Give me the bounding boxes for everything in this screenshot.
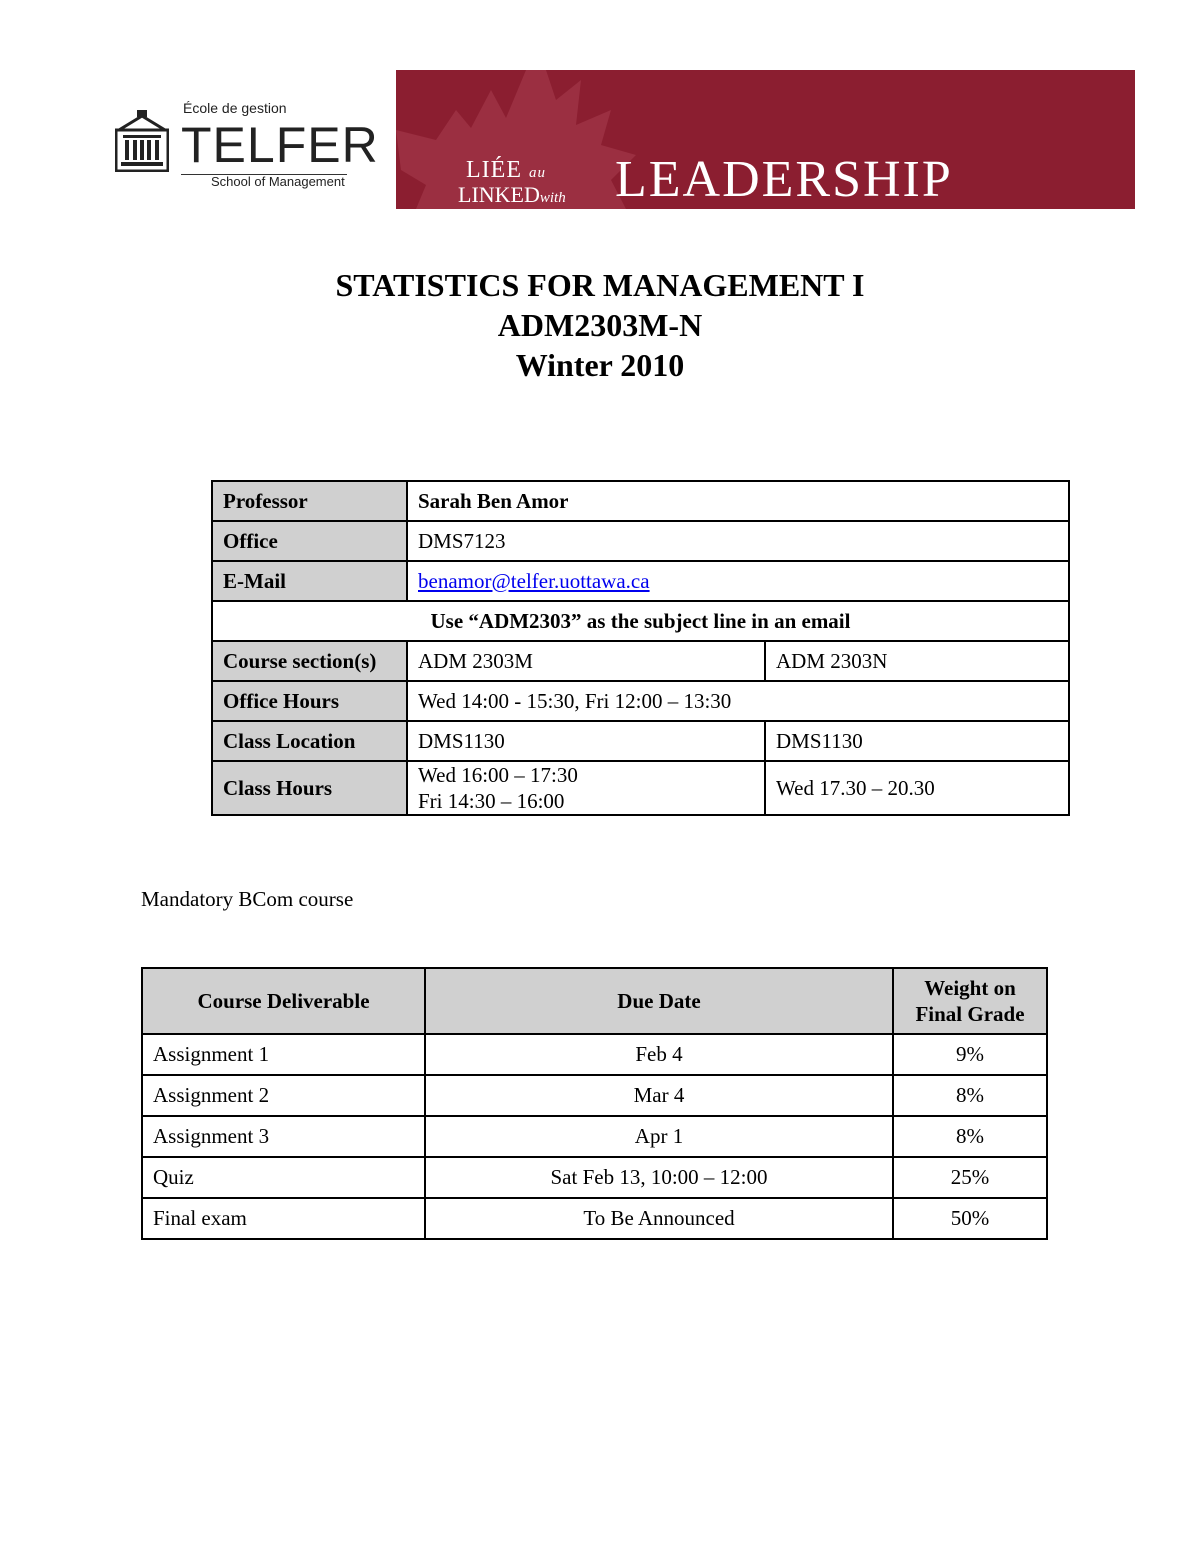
logo-school-text: School of Management: [211, 174, 345, 189]
course-info-table: [211, 480, 1070, 816]
header-due-date: Due Date: [425, 968, 893, 1034]
office-row: [212, 521, 1069, 561]
course-code: ADM2303M-N: [497, 307, 703, 343]
deliverables-table: [141, 967, 1048, 1240]
email-label: E-Mail: [212, 561, 407, 601]
leadership-banner: [396, 70, 1135, 209]
due-date-cell: Sat Feb 13, 10:00 – 12:00: [425, 1157, 893, 1198]
banner-linked: LINKEDwith: [458, 182, 566, 207]
logo-name: TELFER: [181, 117, 379, 173]
professor-row: [212, 481, 1069, 521]
weight-cell: 9%: [893, 1034, 1047, 1075]
location-n: DMS1130: [765, 721, 1069, 761]
deliverable-cell: Assignment 2: [142, 1075, 425, 1116]
sections-label: Course section(s): [212, 641, 407, 681]
weight-cell: 25%: [893, 1157, 1047, 1198]
location-row: [212, 721, 1069, 761]
professor-value: Sarah Ben Amor: [407, 481, 1069, 521]
table-row: [142, 1157, 1047, 1198]
sections-row: [212, 641, 1069, 681]
office-hours-label: Office Hours: [212, 681, 407, 721]
section-n: ADM 2303N: [765, 641, 1069, 681]
class-hours-m: [407, 761, 765, 815]
due-date-cell: Apr 1: [425, 1116, 893, 1157]
deliverable-cell: Quiz: [142, 1157, 425, 1198]
table-row: [142, 1034, 1047, 1075]
mandatory-note: Mandatory BCom course: [141, 887, 354, 911]
header-deliverable: Course Deliverable: [142, 968, 425, 1034]
table-row: [142, 1198, 1047, 1239]
telfer-logo: [115, 98, 379, 198]
office-hours-value: Wed 14:00 - 15:30, Fri 12:00 – 13:30: [407, 681, 1069, 721]
deliverable-cell: Final exam: [142, 1198, 425, 1239]
class-hours-row: [212, 761, 1069, 815]
class-hours-n: Wed 17.30 – 20.30: [765, 761, 1069, 815]
office-label: Office: [212, 521, 407, 561]
header-weight-line2: Final Grade: [915, 1002, 1025, 1026]
email-note-row: [212, 601, 1069, 641]
location-label: Class Location: [212, 721, 407, 761]
building-icon: [115, 110, 169, 172]
section-m: ADM 2303M: [407, 641, 765, 681]
due-date-cell: Mar 4: [425, 1075, 893, 1116]
office-hours-row: [212, 681, 1069, 721]
weight-cell: 8%: [893, 1116, 1047, 1157]
due-date-cell: Feb 4: [425, 1034, 893, 1075]
location-m: DMS1130: [407, 721, 765, 761]
deliverables-header-row: [142, 968, 1047, 1034]
email-cell: [407, 561, 1069, 601]
weight-cell: 50%: [893, 1198, 1047, 1239]
table-row: [142, 1075, 1047, 1116]
header-weight-line1: Weight on: [924, 976, 1016, 1000]
email-row: [212, 561, 1069, 601]
class-hours-m-line1: Wed 16:00 – 17:30: [418, 763, 578, 787]
class-hours-m-line2: Fri 14:30 – 16:00: [418, 789, 565, 813]
course-title: [0, 265, 1200, 385]
table-row: [142, 1116, 1047, 1157]
term: Winter 2010: [515, 347, 685, 383]
header-weight: [893, 968, 1047, 1034]
class-hours-label: Class Hours: [212, 761, 407, 815]
email-link[interactable]: benamor@telfer.uottawa.ca: [418, 568, 650, 593]
banner-liee: LIÉE au: [466, 157, 546, 183]
office-value: DMS7123: [407, 521, 1069, 561]
deliverable-cell: Assignment 1: [142, 1034, 425, 1075]
course-title-line1: STATISTICS FOR MANAGEMENT I: [335, 267, 865, 303]
due-date-cell: To Be Announced: [425, 1198, 893, 1239]
deliverable-cell: Assignment 3: [142, 1116, 425, 1157]
logo-ecole-text: École de gestion: [183, 100, 287, 116]
banner-leadership: LEADERSHIP: [615, 151, 953, 208]
professor-label: Professor: [212, 481, 407, 521]
email-subject-note: Use “ADM2303” as the subject line in an email: [212, 601, 1069, 641]
weight-cell: 8%: [893, 1075, 1047, 1116]
